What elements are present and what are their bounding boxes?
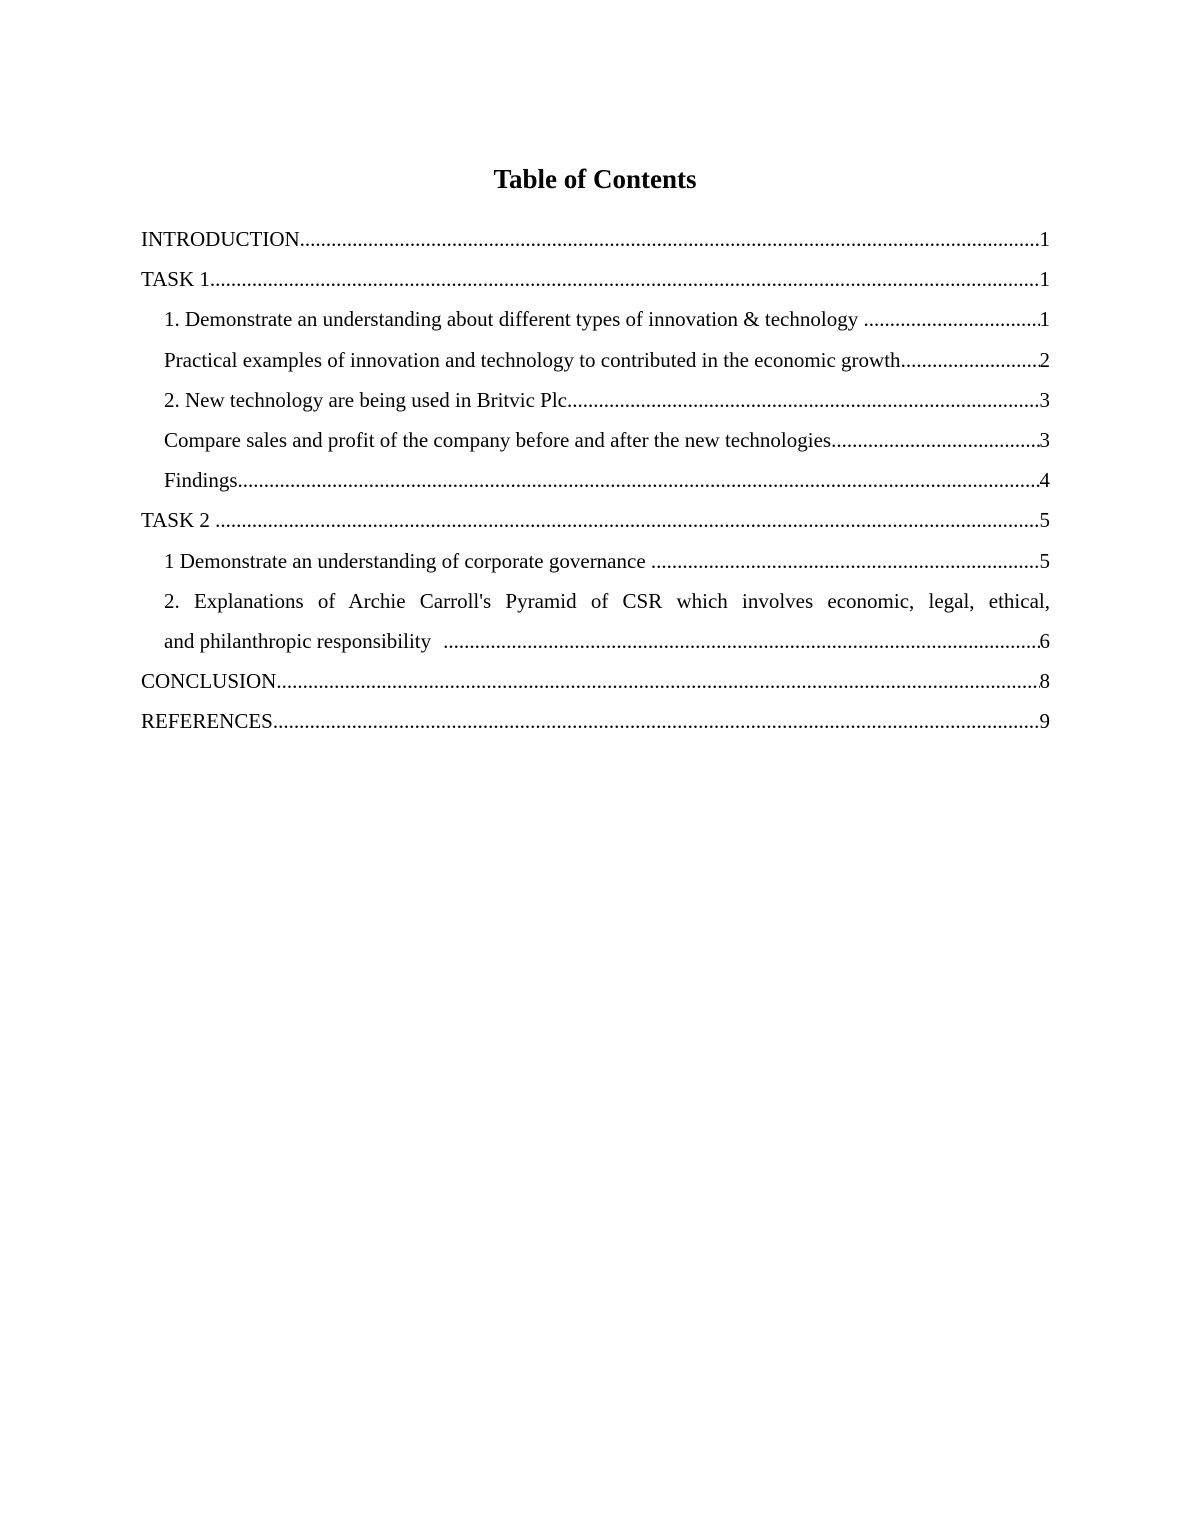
toc-entry-innovation-types[interactable] <box>141 299 1050 339</box>
toc-dot-leader <box>831 420 1039 460</box>
toc-entry-label: Compare sales and profit of the company before and after the new technologies <box>164 427 832 452</box>
toc-entry-label: REFERENCES <box>141 709 273 734</box>
toc-page-number: 9 <box>1039 709 1050 734</box>
toc-page-number: 2 <box>1039 347 1050 372</box>
toc-entry-label-line-1: 2. Explanations of Archie Carroll's Pyramid of CSR which involves economic, legal, ethical, <box>164 588 1050 613</box>
toc-page-number: 4 <box>1039 468 1050 493</box>
toc-dot-leader <box>567 380 1040 420</box>
toc-entry-label: Findings <box>164 468 238 493</box>
toc-entry-task-1[interactable] <box>141 259 1050 299</box>
toc-entry-introduction[interactable] <box>141 219 1050 259</box>
toc-entry-practical-examples[interactable] <box>141 340 1050 380</box>
toc-dot-leader <box>443 621 1039 661</box>
toc-entry-label: Practical examples of innovation and technology to contributed in the economic growth <box>164 347 901 372</box>
toc-page-number: 1 <box>1039 307 1050 332</box>
toc-page-number: 1 <box>1039 227 1050 251</box>
toc-entry-references[interactable] <box>141 701 1050 741</box>
toc-page-number: 3 <box>1039 387 1050 412</box>
toc-page-number: 5 <box>1039 508 1050 533</box>
toc-entry-compare-sales-profit[interactable] <box>141 420 1050 460</box>
toc-entry-conclusion[interactable] <box>141 661 1050 701</box>
toc-dot-leader <box>210 259 1040 299</box>
toc-entry-label-line-2: and philanthropic responsibility <box>164 628 432 653</box>
toc-entry-findings[interactable] <box>141 460 1050 500</box>
table-of-contents <box>141 219 1050 741</box>
toc-dot-leader <box>276 661 1039 701</box>
toc-dot-leader <box>901 340 1040 380</box>
toc-entry-label: 1 Demonstrate an understanding of corporate governance <box>164 548 651 573</box>
toc-page-number: 1 <box>1039 267 1050 292</box>
toc-page-number: 6 <box>1039 628 1050 653</box>
toc-entry-label: CONCLUSION <box>141 669 277 694</box>
toc-entry-label: 2. New technology are being used in Britvic Plc <box>164 387 567 412</box>
toc-dot-leader <box>300 219 1040 259</box>
toc-entry-label: TASK 2 <box>141 508 216 533</box>
toc-entry-task-2[interactable] <box>141 500 1050 540</box>
toc-dot-leader <box>215 500 1039 540</box>
toc-title: Table of Contents <box>493 164 697 194</box>
toc-page-number: 8 <box>1039 669 1050 694</box>
toc-page-number: 5 <box>1039 548 1050 573</box>
toc-entry-label: TASK 1 <box>141 267 210 292</box>
toc-entry-carroll-pyramid[interactable] <box>141 581 1050 661</box>
toc-page-number: 3 <box>1039 427 1050 452</box>
toc-dot-leader <box>238 460 1040 500</box>
toc-dot-leader <box>273 701 1040 741</box>
toc-entry-label-line-2-row <box>164 621 1050 661</box>
toc-dot-leader <box>651 541 1040 581</box>
toc-dot-leader <box>863 299 1039 339</box>
toc-entry-label: INTRODUCTION <box>141 227 300 251</box>
toc-entry-label: 1. Demonstrate an understanding about different types of innovation & technology <box>164 307 864 332</box>
toc-entry-new-technology-britvic[interactable] <box>141 380 1050 420</box>
toc-entry-corporate-governance[interactable] <box>141 541 1050 581</box>
